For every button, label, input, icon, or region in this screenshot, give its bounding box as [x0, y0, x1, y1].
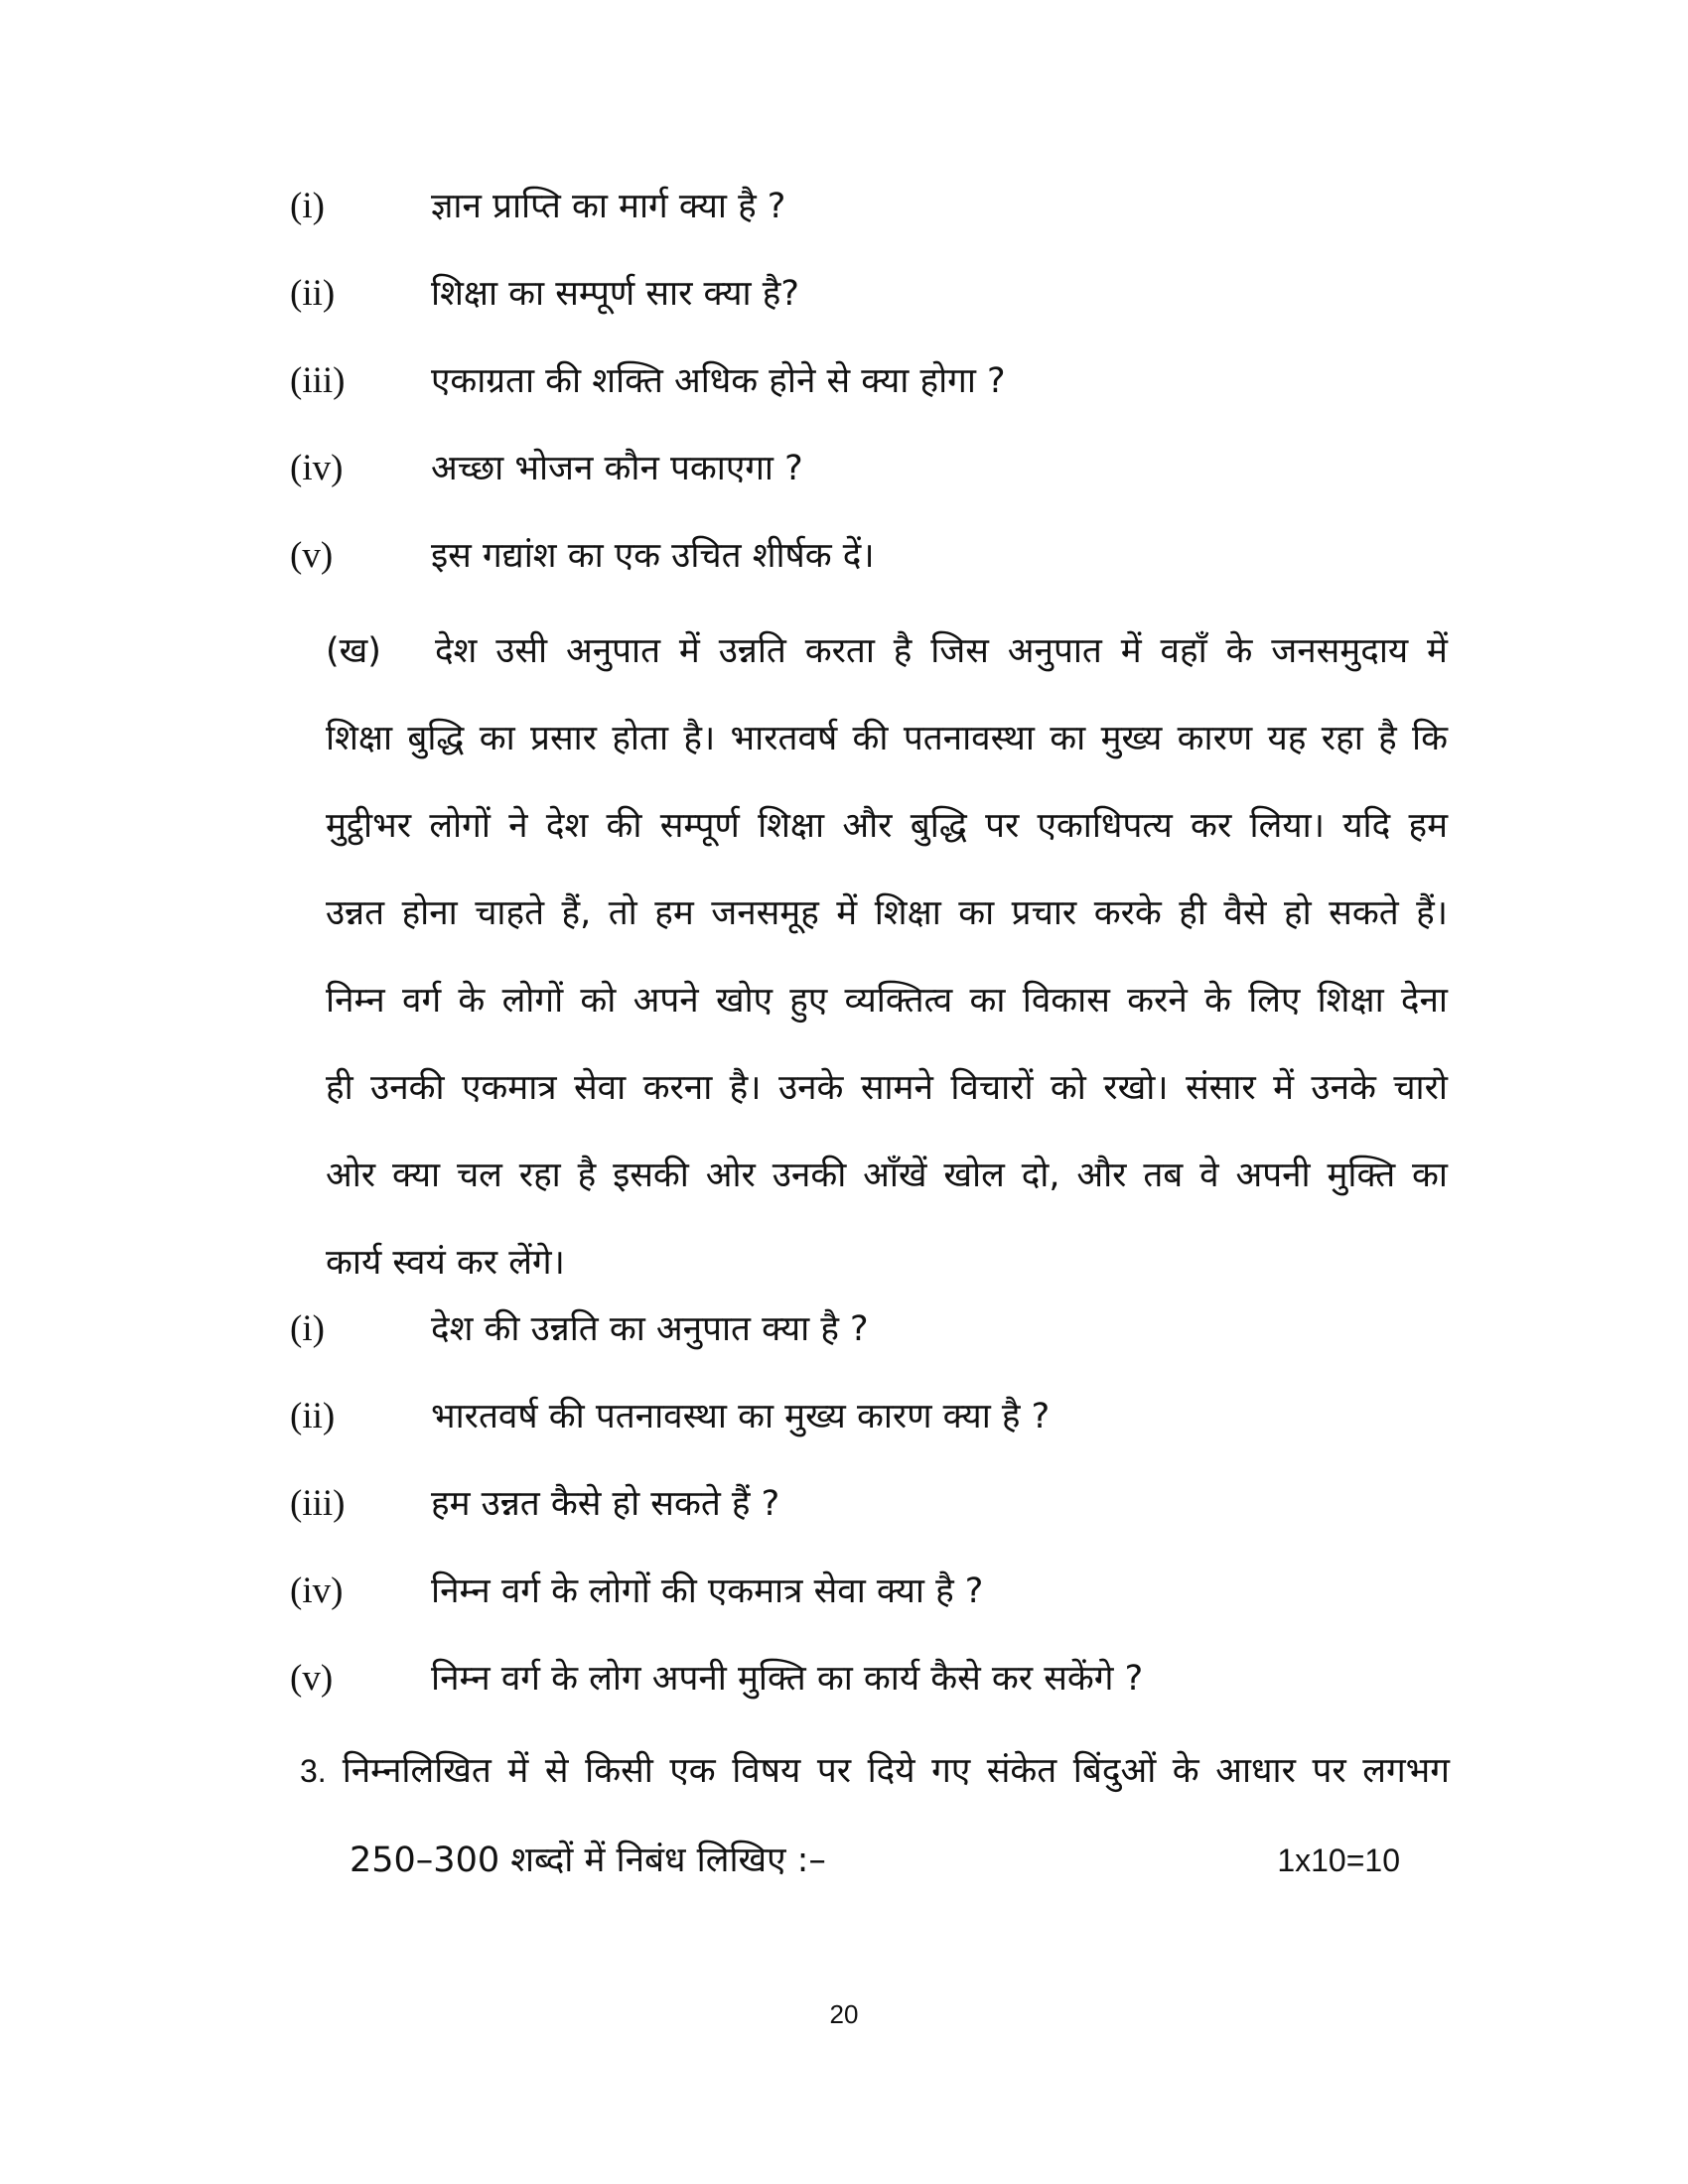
question-a-4 — [290, 439, 1481, 498]
question-3-line-1 — [300, 1741, 1450, 1801]
question-b-2 — [290, 1387, 1481, 1446]
question-text: देश की उन्नति का अनुपात क्या है ? — [431, 1309, 869, 1349]
question-3-instruction: 250–300 शब्दों में निबंध लिखिए :– — [350, 1841, 826, 1880]
question-number: (iii) — [290, 360, 346, 401]
question-number: (v) — [290, 1658, 334, 1699]
passage-line: मुट्ठीभर लोगों ने देश की सम्पूर्ण शिक्षा और बुद्धि पर एकाधिपत्य कर लिया। यदि हम — [326, 806, 1448, 846]
question-number: (i) — [290, 1308, 325, 1349]
passage-line: कार्य स्वयं कर लेंगे। — [326, 1243, 565, 1283]
question-a-1 — [290, 177, 1481, 236]
marks-label: 1x10=10 — [1277, 1843, 1400, 1878]
question-b-4 — [290, 1562, 1481, 1621]
question-3-text: निम्नलिखित में से किसी एक विषय पर दिये गए संकेत बिंदुओं के आधार पर लगभग — [342, 1751, 1450, 1791]
question-text: शिक्षा का सम्पूर्ण सार क्या है? — [431, 274, 799, 314]
question-a-5 — [290, 526, 1481, 586]
question-number: (iv) — [290, 448, 344, 488]
question-3-line-2 — [350, 1831, 1400, 1890]
passage-line: ओर क्या चल रहा है इसकी ओर उनकी आँखें खोल दो, और तब वे अपनी मुक्ति का — [326, 1156, 1448, 1195]
question-number: (ii) — [290, 1396, 336, 1436]
question-b-1 — [290, 1299, 1481, 1359]
passage-line: ही उनकी एकमात्र सेवा करना है। उनके सामने विचारों को रखो। संसार में उनके चारो — [326, 1068, 1448, 1108]
question-text: निम्न वर्ग के लोग अपनी मुक्ति का कार्य कैसे कर सकेंगे ? — [431, 1659, 1144, 1699]
question-text: निम्न वर्ग के लोगों की एकमात्र सेवा क्या है ? — [431, 1571, 984, 1611]
question-number: (i) — [290, 186, 325, 226]
question-text: ज्ञान प्राप्ति का मार्ग क्या है ? — [431, 187, 786, 226]
passage-line: (ख) देश उसी अनुपात में उन्नति करता है जिस अनुपात में वहाँ के जनसमुदाय में — [326, 631, 1448, 671]
question-text: एकाग्रता की शक्ति अधिक होने से क्या होगा ? — [431, 361, 1006, 401]
question-text: भारतवर्ष की पतनावस्था का मुख्य कारण क्या है ? — [431, 1397, 1051, 1436]
question-b-5 — [290, 1649, 1481, 1708]
question-3 — [300, 1741, 1450, 1880]
question-number: (iv) — [290, 1570, 344, 1611]
question-text: इस गद्यांश का एक उचित शीर्षक दें। — [431, 536, 875, 576]
question-text: अच्छा भोजन कौन पकाएगा ? — [431, 449, 803, 488]
question-3-number: 3. — [300, 1753, 327, 1789]
passage-label: (ख) — [326, 631, 381, 671]
question-number: (v) — [290, 535, 334, 576]
question-number: (ii) — [290, 273, 336, 314]
page-number: 20 — [829, 1999, 859, 2029]
question-b-3 — [290, 1474, 1481, 1534]
question-text: हम उन्नत कैसे हो सकते हैं ? — [431, 1484, 780, 1524]
question-a-3 — [290, 351, 1481, 411]
passage-b — [326, 608, 1448, 1306]
passage-line: निम्न वर्ग के लोगों को अपने खोए हुए व्यक्तित्व का विकास करने के लिए शिक्षा देना — [326, 981, 1448, 1021]
passage-line: उन्नत होना चाहते हैं, तो हम जनसमूह में शिक्षा का प्रचार करके ही वैसे हो सकते हैं। — [326, 893, 1448, 933]
question-number: (iii) — [290, 1483, 346, 1524]
passage-line: शिक्षा बुद्धि का प्रसार होता है। भारतवर्ष की पतनावस्था का मुख्य कारण यह रहा है कि — [326, 719, 1448, 758]
question-a-2 — [290, 264, 1481, 324]
